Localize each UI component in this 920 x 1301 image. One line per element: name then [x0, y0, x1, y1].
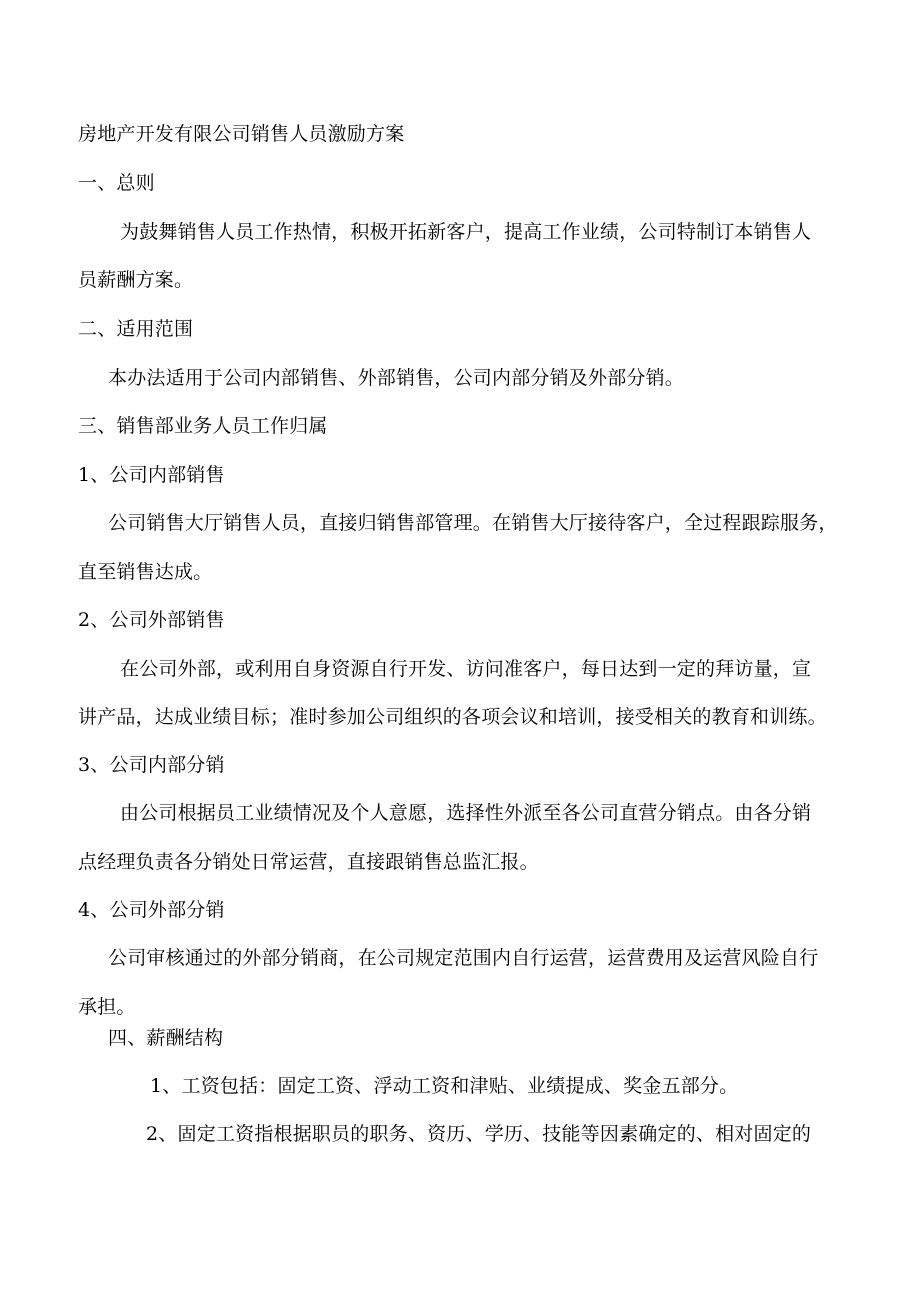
- paragraph-line: 承担。: [78, 996, 136, 1018]
- paragraph-line: 由公司根据员工业绩情况及个人意愿，选择性外派至各公司直营分销点。由各分销: [120, 802, 812, 824]
- section-heading-scope: 二、适用范围: [78, 318, 194, 340]
- subsection-heading: 1、公司内部销售: [78, 464, 225, 486]
- section-heading-attribution: 三、销售部业务人员工作归属: [78, 415, 328, 437]
- section-heading-salary: 四、薪酬结构: [108, 1027, 224, 1049]
- subsection-heading: 2、公司外部销售: [78, 609, 225, 631]
- paragraph-line: 本办法适用于公司内部销售、外部销售，公司内部分销及外部分销。: [108, 367, 685, 389]
- section-heading-general: 一、总则: [78, 172, 155, 194]
- paragraph-line: 在公司外部，或利用自身资源自行开发、访问准客户，每日达到一定的拜访量，宣: [120, 658, 812, 680]
- paragraph-line: 点经理负责各分销处日常运营，直接跟销售总监汇报。: [78, 851, 539, 873]
- paragraph-line: 直至销售达成。: [78, 561, 213, 583]
- paragraph-line: 员薪酬方案。: [78, 269, 194, 291]
- paragraph-line: 讲产品，达成业绩目标；准时参加公司组织的各项会议和培训，接受相关的教育和训练。: [78, 706, 827, 728]
- document-title: 房地产开发有限公司销售人员激励方案: [78, 123, 405, 145]
- paragraph-line: 1、工资包括：固定工资、浮动工资和津贴、业绩提成、奖金五部分。: [150, 1075, 739, 1097]
- paragraph-line: 为鼓舞销售人员工作热情，积极开拓新客户，提高工作业绩，公司特制订本销售人: [120, 221, 812, 243]
- paragraph-line: 公司销售大厅销售人员，直接归销售部管理。在销售大厅接待客户，全过程跟踪服务，: [108, 512, 838, 534]
- paragraph-line: 公司审核通过的外部分销商，在公司规定范围内自行运营，运营费用及运营风险自行: [108, 947, 819, 969]
- subsection-heading: 4、公司外部分销: [78, 899, 225, 921]
- paragraph-line: 2、固定工资指根据职员的职务、资历、学历、技能等因素确定的、相对固定的: [146, 1123, 812, 1145]
- subsection-heading: 3、公司内部分销: [78, 754, 225, 776]
